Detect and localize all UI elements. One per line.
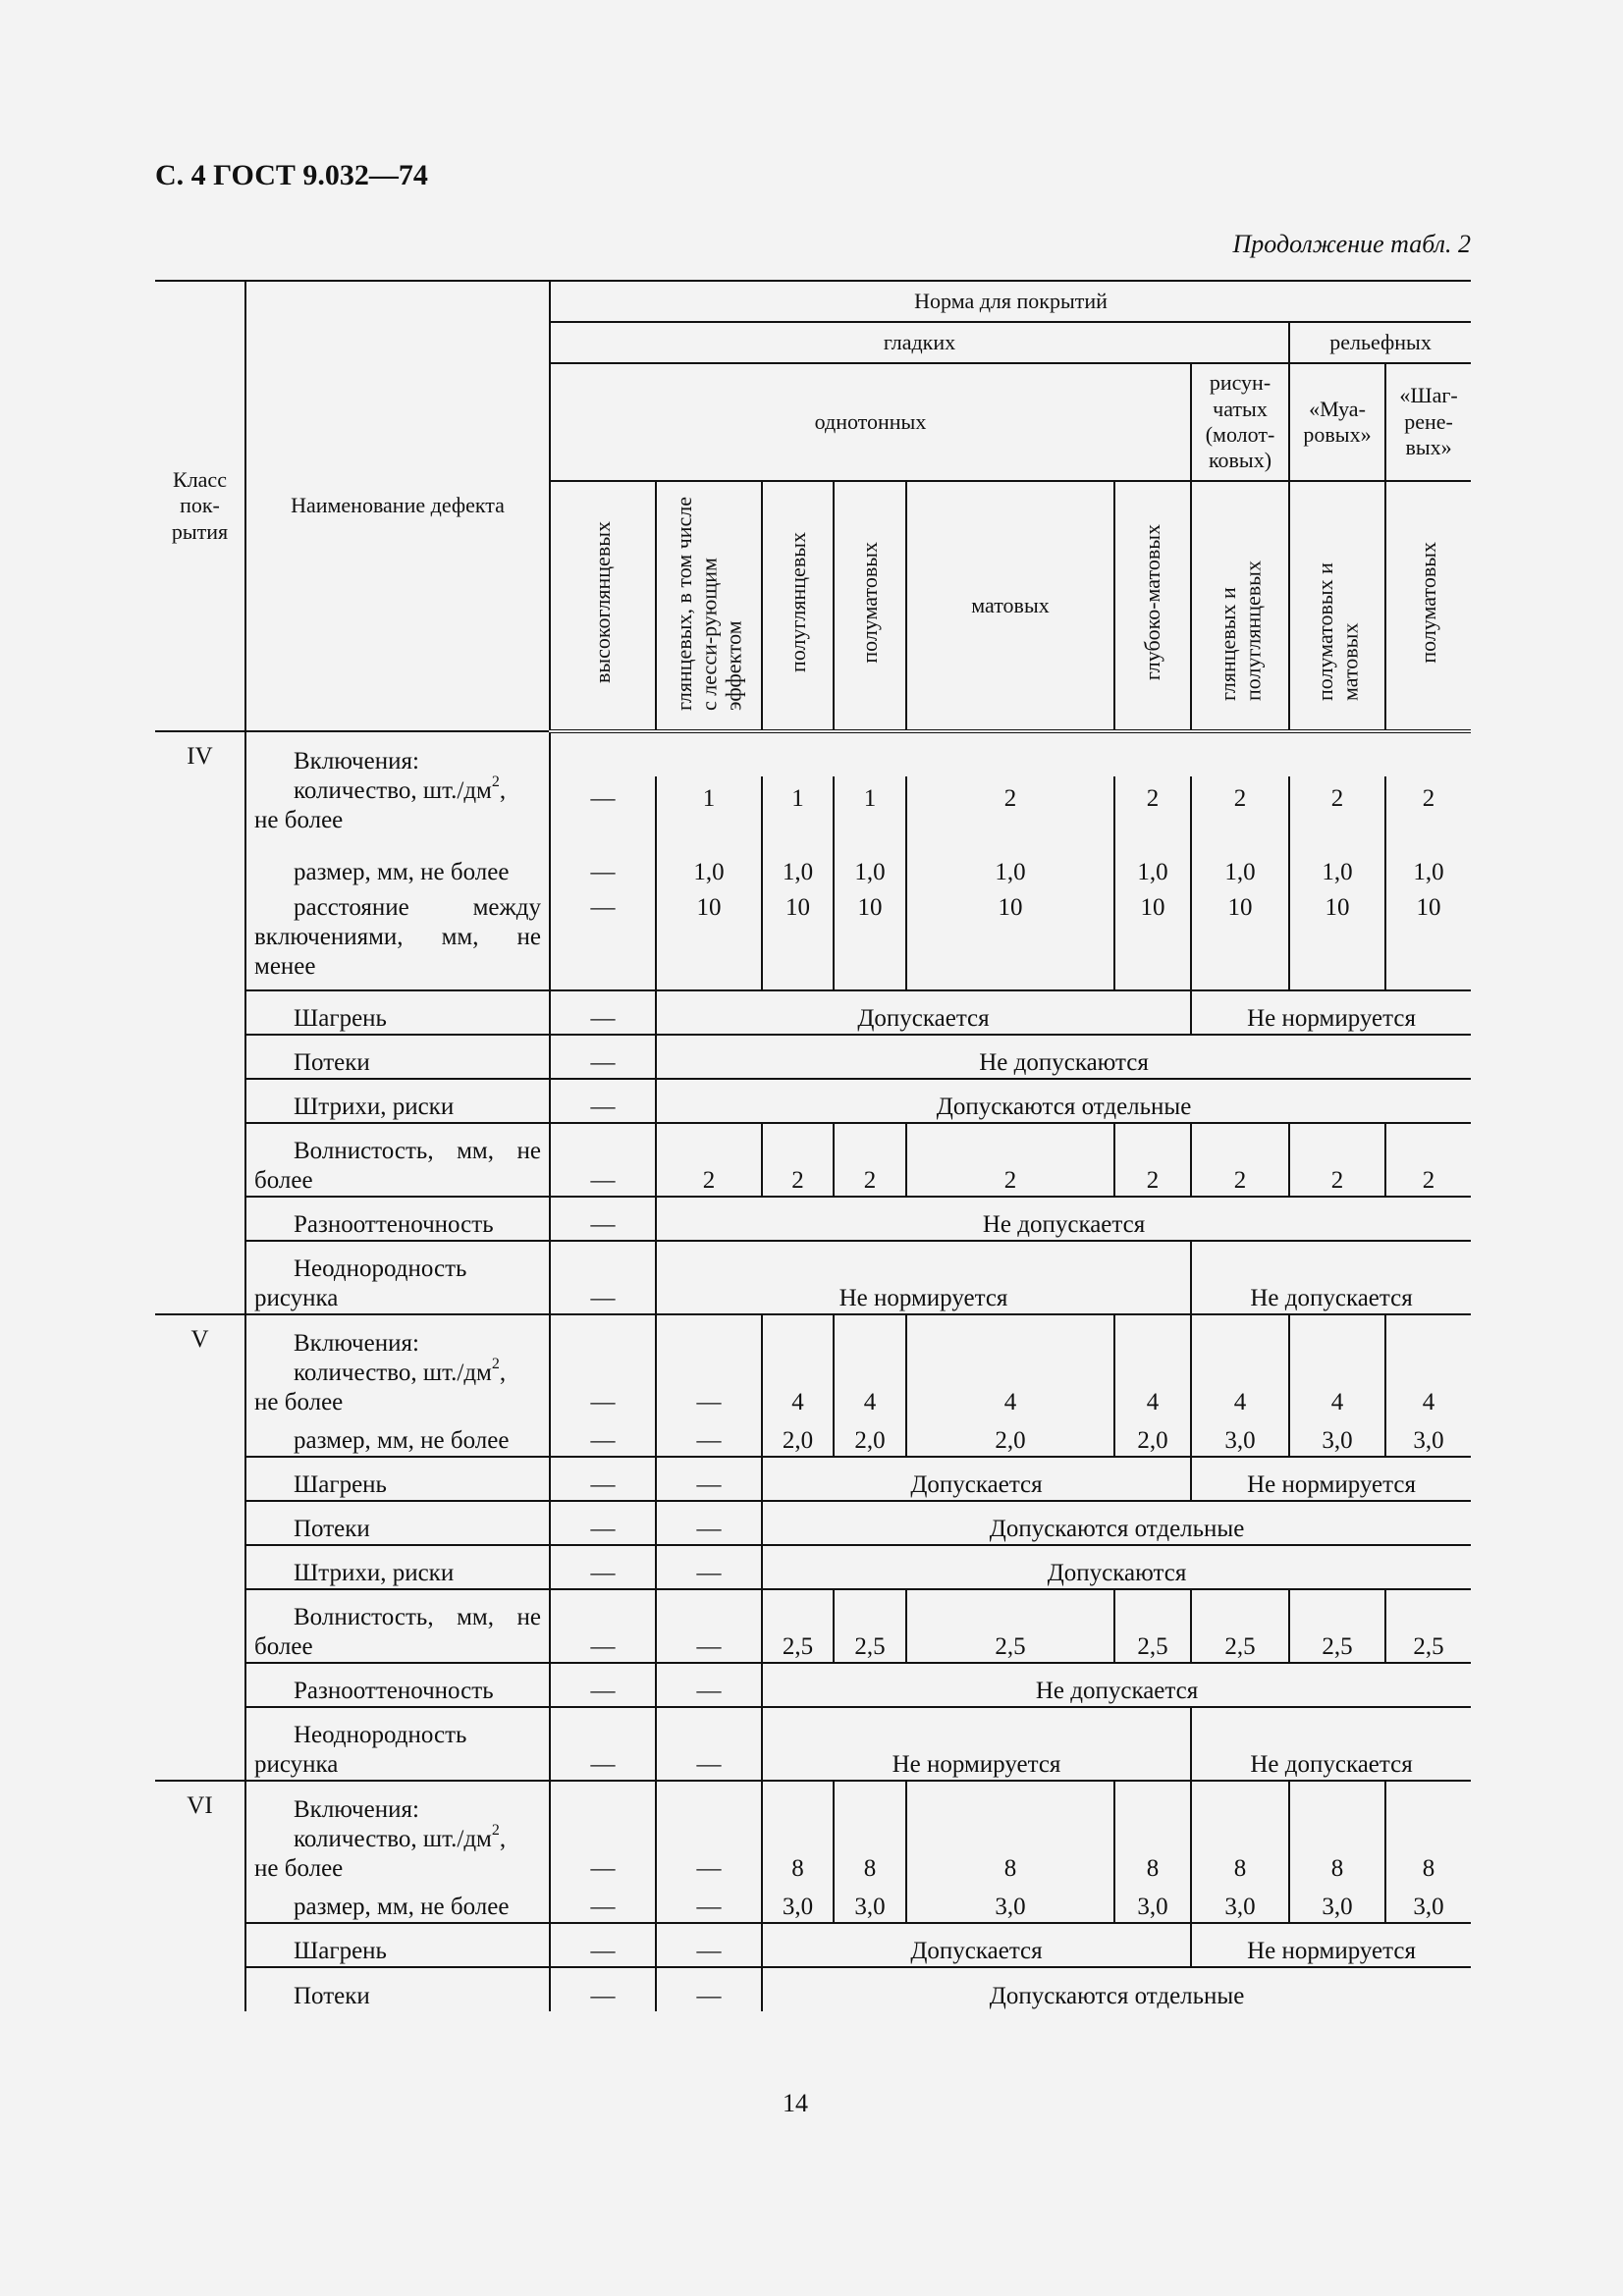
value-cell: 3,0 <box>1289 1884 1385 1923</box>
value-cell: — <box>550 1457 656 1501</box>
value-cell: 2 <box>1289 776 1385 843</box>
mono-header: однотонных <box>550 363 1191 481</box>
value-cell: 2 <box>1385 776 1471 843</box>
value-cell: — <box>550 1884 656 1923</box>
value-cell: 4 <box>1289 1359 1385 1417</box>
defect-label: Штрихи, риски <box>245 1079 550 1123</box>
value-cell: 1,0 <box>834 843 906 887</box>
value-cell: — <box>656 1545 762 1589</box>
value-cell: 2 <box>906 776 1114 843</box>
value-cell: 2 <box>906 1123 1114 1197</box>
subcol-deep-matte: глубоко-матовых <box>1114 481 1191 731</box>
subcol-moire-matte: полуматовых и матовых <box>1289 481 1385 731</box>
defect-label: Включения: <box>245 731 550 776</box>
table-row <box>155 1123 1471 1197</box>
merged-value-cell: Не допускается <box>762 1663 1471 1707</box>
value-cell: 2 <box>1385 1123 1471 1197</box>
value-cell: 1 <box>762 776 834 843</box>
subcol-gloss: глянцевых, в том числе с лесси-рующим эффектом <box>656 481 762 731</box>
value-cell: 2,5 <box>834 1589 906 1663</box>
defect-label: Шагрень <box>245 1923 550 1967</box>
value-cell: — <box>550 1123 656 1197</box>
shagreen-header: «Шаг-рене-вых» <box>1385 363 1471 481</box>
value-cell: 4 <box>834 1359 906 1417</box>
value-cell: 3,0 <box>1385 1884 1471 1923</box>
defect-label: количество, $шт./дм^2$, не более <box>245 1825 550 1884</box>
value-cell: 1,0 <box>1385 843 1471 887</box>
value-cell: 1 <box>834 776 906 843</box>
value-cell: 3,0 <box>834 1884 906 1923</box>
merged-value-cell: Допускается <box>656 990 1191 1035</box>
value-cell: — <box>550 1825 656 1884</box>
value-cell: 1,0 <box>1114 843 1191 887</box>
value-cell: 10 <box>1289 887 1385 990</box>
value-cell: — <box>656 1707 762 1781</box>
defect-label: размер, мм, не более <box>245 843 550 887</box>
value-cell: 2 <box>1191 776 1289 843</box>
value-cell: 10 <box>1385 887 1471 990</box>
defect-label: Разнооттеночность <box>245 1197 550 1241</box>
value-cell: 1,0 <box>906 843 1114 887</box>
value-cell: 3,0 <box>1385 1417 1471 1457</box>
class-column-header: Класс пок-рытия <box>155 281 245 731</box>
value-cell: 10 <box>834 887 906 990</box>
value-cell: 8 <box>1191 1825 1289 1884</box>
norm-header: Норма для покрытий <box>550 281 1471 322</box>
value-cell: 2,0 <box>834 1417 906 1457</box>
value-cell: 2,0 <box>762 1417 834 1457</box>
value-cell: 1 <box>656 776 762 843</box>
merged-value-cell: Не нормируется <box>656 1241 1191 1314</box>
page-number: 14 <box>783 2089 808 2117</box>
table-row <box>155 1589 1471 1663</box>
subcol-matte: матовых <box>906 481 1114 731</box>
defects-norm-table <box>155 280 1471 2011</box>
table-row <box>155 1457 1471 1501</box>
value-cell: — <box>550 1923 656 1967</box>
value-cell: 2,0 <box>906 1417 1114 1457</box>
value-cell: — <box>550 1707 656 1781</box>
defect-label: Неоднородность рисунка <box>245 1241 550 1314</box>
value-cell: 10 <box>656 887 762 990</box>
value-cell: — <box>656 1359 762 1417</box>
value-cell: 1,0 <box>762 843 834 887</box>
value-cell: — <box>656 1923 762 1967</box>
table-row <box>155 1545 1471 1589</box>
defect-label: размер, мм, не более <box>245 1417 550 1457</box>
defect-label: Шагрень <box>245 990 550 1035</box>
table-row <box>155 1967 1471 2011</box>
value-cell: 4 <box>1114 1359 1191 1417</box>
value-cell: 2,5 <box>1289 1589 1385 1663</box>
value-cell: 8 <box>906 1825 1114 1884</box>
merged-value-cell: Допускаются отдельные <box>762 1501 1471 1545</box>
value-cell: — <box>550 1545 656 1589</box>
table-row <box>155 1417 1471 1457</box>
value-cell: 2 <box>1114 776 1191 843</box>
value-cell: 1,0 <box>1289 843 1385 887</box>
table-row <box>155 1781 1471 1825</box>
defect-label: количество, $шт./дм^2$, не более <box>245 776 550 843</box>
value-cell: 2 <box>1289 1123 1385 1197</box>
class-cell: VI <box>187 1792 213 1819</box>
merged-value-cell: Допускаются отдельные <box>656 1079 1471 1123</box>
value-cell: 2,5 <box>1385 1589 1471 1663</box>
value-cell: — <box>550 1035 656 1079</box>
class-cell: IV <box>187 743 213 770</box>
merged-value-cell: Не нормируется <box>762 1707 1191 1781</box>
value-cell: 3,0 <box>906 1884 1114 1923</box>
value-cell: 8 <box>1385 1825 1471 1884</box>
value-cell: 2 <box>1114 1123 1191 1197</box>
table-row <box>155 1241 1471 1314</box>
merged-value-cell: Не допускается <box>656 1197 1471 1241</box>
class-cell: V <box>190 1326 209 1353</box>
defect-label: Волнистость, мм, не более <box>245 1123 550 1197</box>
value-cell: — <box>656 1501 762 1545</box>
value-cell: — <box>656 1589 762 1663</box>
value-cell: 1,0 <box>1191 843 1289 887</box>
value-cell: — <box>656 1825 762 1884</box>
merged-value-cell: Не нормируется <box>1191 1923 1471 1967</box>
defect-label: размер, мм, не более <box>245 1884 550 1923</box>
value-cell: 10 <box>906 887 1114 990</box>
table-row <box>155 1314 1471 1359</box>
value-cell: — <box>550 1359 656 1417</box>
moire-header: «Муа-ровых» <box>1289 363 1385 481</box>
value-cell: — <box>550 1663 656 1707</box>
value-cell: — <box>550 990 656 1035</box>
value-cell: 2 <box>656 1123 762 1197</box>
value-cell: 8 <box>1289 1825 1385 1884</box>
subcol-high-gloss: высокоглянцевых <box>550 481 656 731</box>
value-cell: — <box>550 1501 656 1545</box>
merged-value-cell: Не допускается <box>1191 1241 1471 1314</box>
subcol-semi-matte: полуматовых <box>834 481 906 731</box>
value-cell: — <box>550 1417 656 1457</box>
table-row <box>155 731 1471 776</box>
defect-label: Волнистость, мм, не более <box>245 1589 550 1663</box>
value-cell: 2 <box>1191 1123 1289 1197</box>
page-header: С. 4 ГОСТ 9.032—74 <box>155 159 428 191</box>
defect-label: Включения: <box>245 1314 550 1359</box>
value-cell: 2,5 <box>1191 1589 1289 1663</box>
table-row <box>155 776 1471 843</box>
value-cell: — <box>656 1457 762 1501</box>
value-cell: 3,0 <box>1114 1884 1191 1923</box>
value-cell: 8 <box>1114 1825 1191 1884</box>
defect-label: Неоднородность рисунка <box>245 1707 550 1781</box>
merged-value-cell: Не нормируется <box>1191 1457 1471 1501</box>
value-cell: — <box>550 1197 656 1241</box>
value-cell: 3,0 <box>1191 1884 1289 1923</box>
value-cell: 4 <box>1385 1359 1471 1417</box>
value-cell: 4 <box>906 1359 1114 1417</box>
table-row <box>155 887 1471 990</box>
table-row <box>155 1359 1471 1417</box>
table-row <box>155 1079 1471 1123</box>
table-row <box>155 990 1471 1035</box>
value-cell: — <box>550 776 656 843</box>
merged-value-cell: Не допускается <box>1191 1707 1471 1781</box>
value-cell: — <box>550 1967 656 2011</box>
value-cell: 8 <box>762 1825 834 1884</box>
value-cell: 8 <box>834 1825 906 1884</box>
value-cell: 4 <box>762 1359 834 1417</box>
value-cell: 3,0 <box>1289 1417 1385 1457</box>
merged-value-cell: Допускается <box>762 1923 1191 1967</box>
value-cell: 2 <box>834 1123 906 1197</box>
table-row <box>155 843 1471 887</box>
defect-label: Штрихи, риски <box>245 1545 550 1589</box>
defect-label: Разнооттеночность <box>245 1663 550 1707</box>
merged-value-cell: Допускаются <box>762 1545 1471 1589</box>
value-cell: — <box>550 1241 656 1314</box>
table-row <box>155 1707 1471 1781</box>
value-cell: — <box>550 887 656 990</box>
subcol-pattern-gloss: глянцевых и полуглянцевых <box>1191 481 1289 731</box>
value-cell: 3,0 <box>1191 1417 1289 1457</box>
value-cell: 2,5 <box>906 1589 1114 1663</box>
defect-label: расстояние между включениями, мм, не менее <box>245 887 550 990</box>
merged-value-cell: Не допускаются <box>656 1035 1471 1079</box>
value-cell: 10 <box>762 887 834 990</box>
subcol-shagreen-semi-matte: полуматовых <box>1385 481 1471 731</box>
relief-header: рельефных <box>1289 322 1471 363</box>
subcol-semi-gloss: полуглянцевых <box>762 481 834 731</box>
value-cell: — <box>656 1884 762 1923</box>
merged-value-cell: Не нормируется <box>1191 990 1471 1035</box>
value-cell: 2,5 <box>762 1589 834 1663</box>
value-cell: 10 <box>1191 887 1289 990</box>
table-row <box>155 1501 1471 1545</box>
pattern-header: рисун-чатых (молот-ковых) <box>1191 363 1289 481</box>
defect-label: Шагрень <box>245 1457 550 1501</box>
table-row <box>155 1884 1471 1923</box>
merged-value-cell: Допускается <box>762 1457 1191 1501</box>
value-cell: 4 <box>1191 1359 1289 1417</box>
defect-label: Потеки <box>245 1967 550 2011</box>
value-cell: 2,0 <box>1114 1417 1191 1457</box>
defect-label: Потеки <box>245 1035 550 1079</box>
value-cell: 3,0 <box>762 1884 834 1923</box>
defect-label: Потеки <box>245 1501 550 1545</box>
value-cell: 2 <box>762 1123 834 1197</box>
table-row <box>155 1923 1471 1967</box>
value-cell: — <box>656 1663 762 1707</box>
smooth-header: гладких <box>550 322 1289 363</box>
table-row <box>155 1197 1471 1241</box>
value-cell: — <box>550 1589 656 1663</box>
value-cell: 1,0 <box>656 843 762 887</box>
value-cell: — <box>656 1417 762 1457</box>
table-row <box>155 1663 1471 1707</box>
merged-value-cell: Допускаются отдельные <box>762 1967 1471 2011</box>
value-cell: — <box>550 1079 656 1123</box>
value-cell: 10 <box>1114 887 1191 990</box>
value-cell: 2,5 <box>1114 1589 1191 1663</box>
defect-label: количество, $шт./дм^2$, не более <box>245 1359 550 1417</box>
table-row <box>155 1825 1471 1884</box>
value-cell: — <box>550 843 656 887</box>
defect-label: Включения: <box>245 1781 550 1825</box>
table-caption: Продолжение табл. 2 <box>1232 230 1471 258</box>
table-row <box>155 1035 1471 1079</box>
value-cell: — <box>656 1967 762 2011</box>
defect-column-header: Наименование дефекта <box>245 281 550 731</box>
